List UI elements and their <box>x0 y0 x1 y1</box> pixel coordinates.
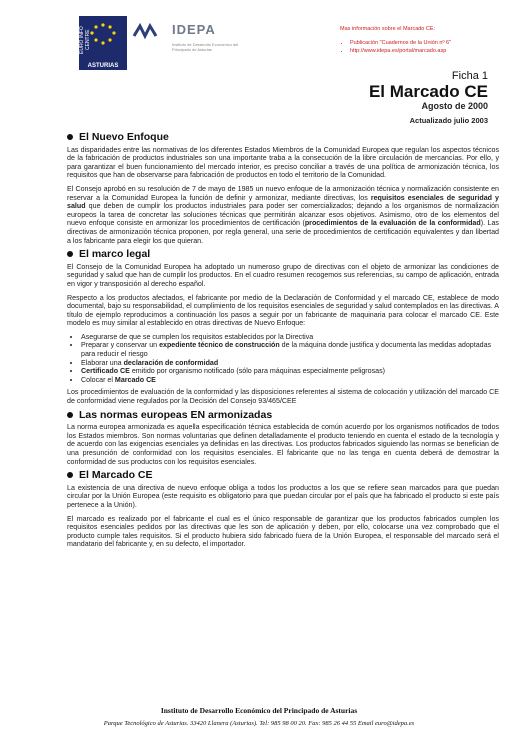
idepa-logo-icon <box>132 22 158 40</box>
paragraph: Los procedimientos de evaluación de la conformidad y las disposiciones referentes al sistema de colocación y utilización del marcado CE de conformidad viene regulados por la Decisión del Consejo 93/465/CEE <box>67 388 499 406</box>
paragraph: El Consejo de la Comunidad Europea ha adoptado un numeroso grupo de directivas con el objeto de armonizar las condiciones de seguridad y salud que han de cumplir los productos. En el cuadro resumen recogemos sus referencias, su campo de aplicación, entrada en vigor y transposición al derecho español. <box>67 262 499 288</box>
paragraph: Las disparidades entre las normativas de los diferentes Estados Miembros de la Comunidad Europea que regulan los aspectos técnicos de la fabricación de productos industriales son una importante traba a la consecución de la libre circulación de mercancías. Por ello, y para garantizar el buen funcionamiento del mercado interior, es preciso conciliar a través de una política de armonización técnica, los requisitos que han de observarse para fabricación de productos en todo el territorio de la Comunidad. <box>67 145 499 180</box>
euro-info-text: EURO INFO CENTRE <box>79 26 91 54</box>
paragraph: El Consejo aprobó en su resolución de 7 de mayo de 1985 un nuevo enfoque de la armonización técnica y normalización consistente en reservar a la Comunidad Europea la función de definir y armonizar, mediante directivas, los requisitos esenciales de seguridad y salud que deben de cumplir los productos industriales para poder ser comercializados; dejando a los organismos de normalización europeos la tarea de concretar las soluciones técnicas que permitirán alcanzar esos objetivos. Asimismo, otro de los elementos del nuevo enfoque consiste en armonizar los procedimientos de certificación (procedimientos de la evaluación de la conformidad). Las directivas de armonización técnica proponen, por regla general, una serie de procedimientos de certificación equivalentes y dan libertad a los fabricante para elegir los que quieran. <box>67 184 499 245</box>
list-item: • Preparar y conservar un expediente técnico de construcción de la máquina donde justifica y documenta las medidas adoptadas para reducir el riesgo <box>81 341 499 358</box>
footer-address: Parque Tecnológico de Asturias. 33420 Llanera (Asturias). Tel: 985 98 00 20. Fax: 985 26 44 55 Email euro@idepa.es <box>103 720 415 727</box>
asturias-label: ASTURIAS <box>79 62 127 70</box>
section-heading-nuevo-enfoque: El Nuevo Enfoque <box>67 133 499 142</box>
more-info-publication: • Publicación "Cuadernos de la Unión nº 6" <box>350 40 510 46</box>
more-info-title: Mas información sobre el Marcado CE: <box>340 26 436 32</box>
list-item: • Asegurarse de que se cumplen los requisitos establecidos por la Directiva <box>81 333 499 342</box>
list-item: • Certificado CE emitido por organismo notificado (sólo para máquinas especialmente peligrosas) <box>81 367 499 376</box>
section-heading-marco-legal: El marco legal <box>67 250 499 259</box>
idepa-logo-text: IDEPA <box>172 22 216 37</box>
idepa-subtitle: Instituto de Desarrollo Económico del Principado de Asturias <box>172 42 239 52</box>
list-item: • Elaborar una declaración de conformidad <box>81 359 499 368</box>
paragraph: La norma europea armonizada es aquella especificación técnica establecida de común acuerdo por los organismos notificados de todos los Estados miembros. Son normas voluntarias que definen detalladamente el producto teniendo en cuenta el estado de la tecnología y de acuerdo con las exigencias esenciales ya definidas en las directivas. Los productos fabricados siguiendo las normas se benefician de una presunción de conformidad con los requisitos esenciales. El fabricante que no las tenga en cuenta deberá de demostrar la conformidad de sus productos con los requisitos esenciales. <box>67 423 499 466</box>
paragraph: Respecto a los productos afectados, el fabricante por medio de la Declaración de Conformidad y el marcado CE, establece de modo documental, bajo su responsabilidad, el cumplimiento de los requisitos esenciales de seguridad y salud contemplados en las directivas. A título de ejemplo reproducimos a continuación los pasos a seguir por un fabricante de maquinaria para colocar el marcado CE. Este modelo es muy similar al establecido en otras directivas de Nuevo Enfoque: <box>67 293 499 328</box>
more-info-link[interactable]: • http://www.idepa.es/portal/marcado.asp <box>350 48 510 54</box>
euro-info-centre-logo <box>79 16 127 64</box>
publication-date: Agosto de 2000 <box>421 101 488 111</box>
paragraph: La existencia de una directiva de nuevo enfoque obliga a todos los productos a los que se refiere sean marcados para que puedan circular por la Unión Europea (este requisito es obligatorio para que puedan circular por el país que ha fabricado el producto si este país pertenece a la Unión). <box>67 483 499 509</box>
bullet-icon <box>67 412 73 418</box>
bullet-icon <box>67 251 73 257</box>
paragraph: El marcado es realizado por el fabricante el cual es el único responsable de garantizar que los productos fabricados cumplen los requisitos esenciales pedidos por las directivas que les son de aplicación y deben, por ello, colocarse una vez comprobado que el producto cumple tales requisitos. Si el producto hubiera sido fabricado fuera de la Unión Europea, el responsable del marcado será el mandatario del fabricante y, en su defecto, el importador. <box>67 514 499 549</box>
bullet-icon <box>67 134 73 140</box>
document-body <box>67 128 499 554</box>
sheet-number: Ficha 1 <box>451 70 488 82</box>
bullet-icon <box>67 472 73 478</box>
section-heading-marcado-ce: El Marcado CE <box>67 471 499 480</box>
more-info-list <box>340 40 510 54</box>
page-title: El Marcado CE <box>368 82 488 101</box>
list-item: • Colocar el Marcado CE <box>81 376 499 385</box>
footer-institution: Instituto de Desarrollo Económico del Principado de Asturias <box>160 706 358 715</box>
section-heading-normas-europeas: Las normas europeas EN armonizadas <box>67 411 499 420</box>
more-info-box <box>340 26 510 56</box>
steps-list <box>81 333 499 385</box>
updated-date: Actualizado julio 2003 <box>409 116 488 125</box>
